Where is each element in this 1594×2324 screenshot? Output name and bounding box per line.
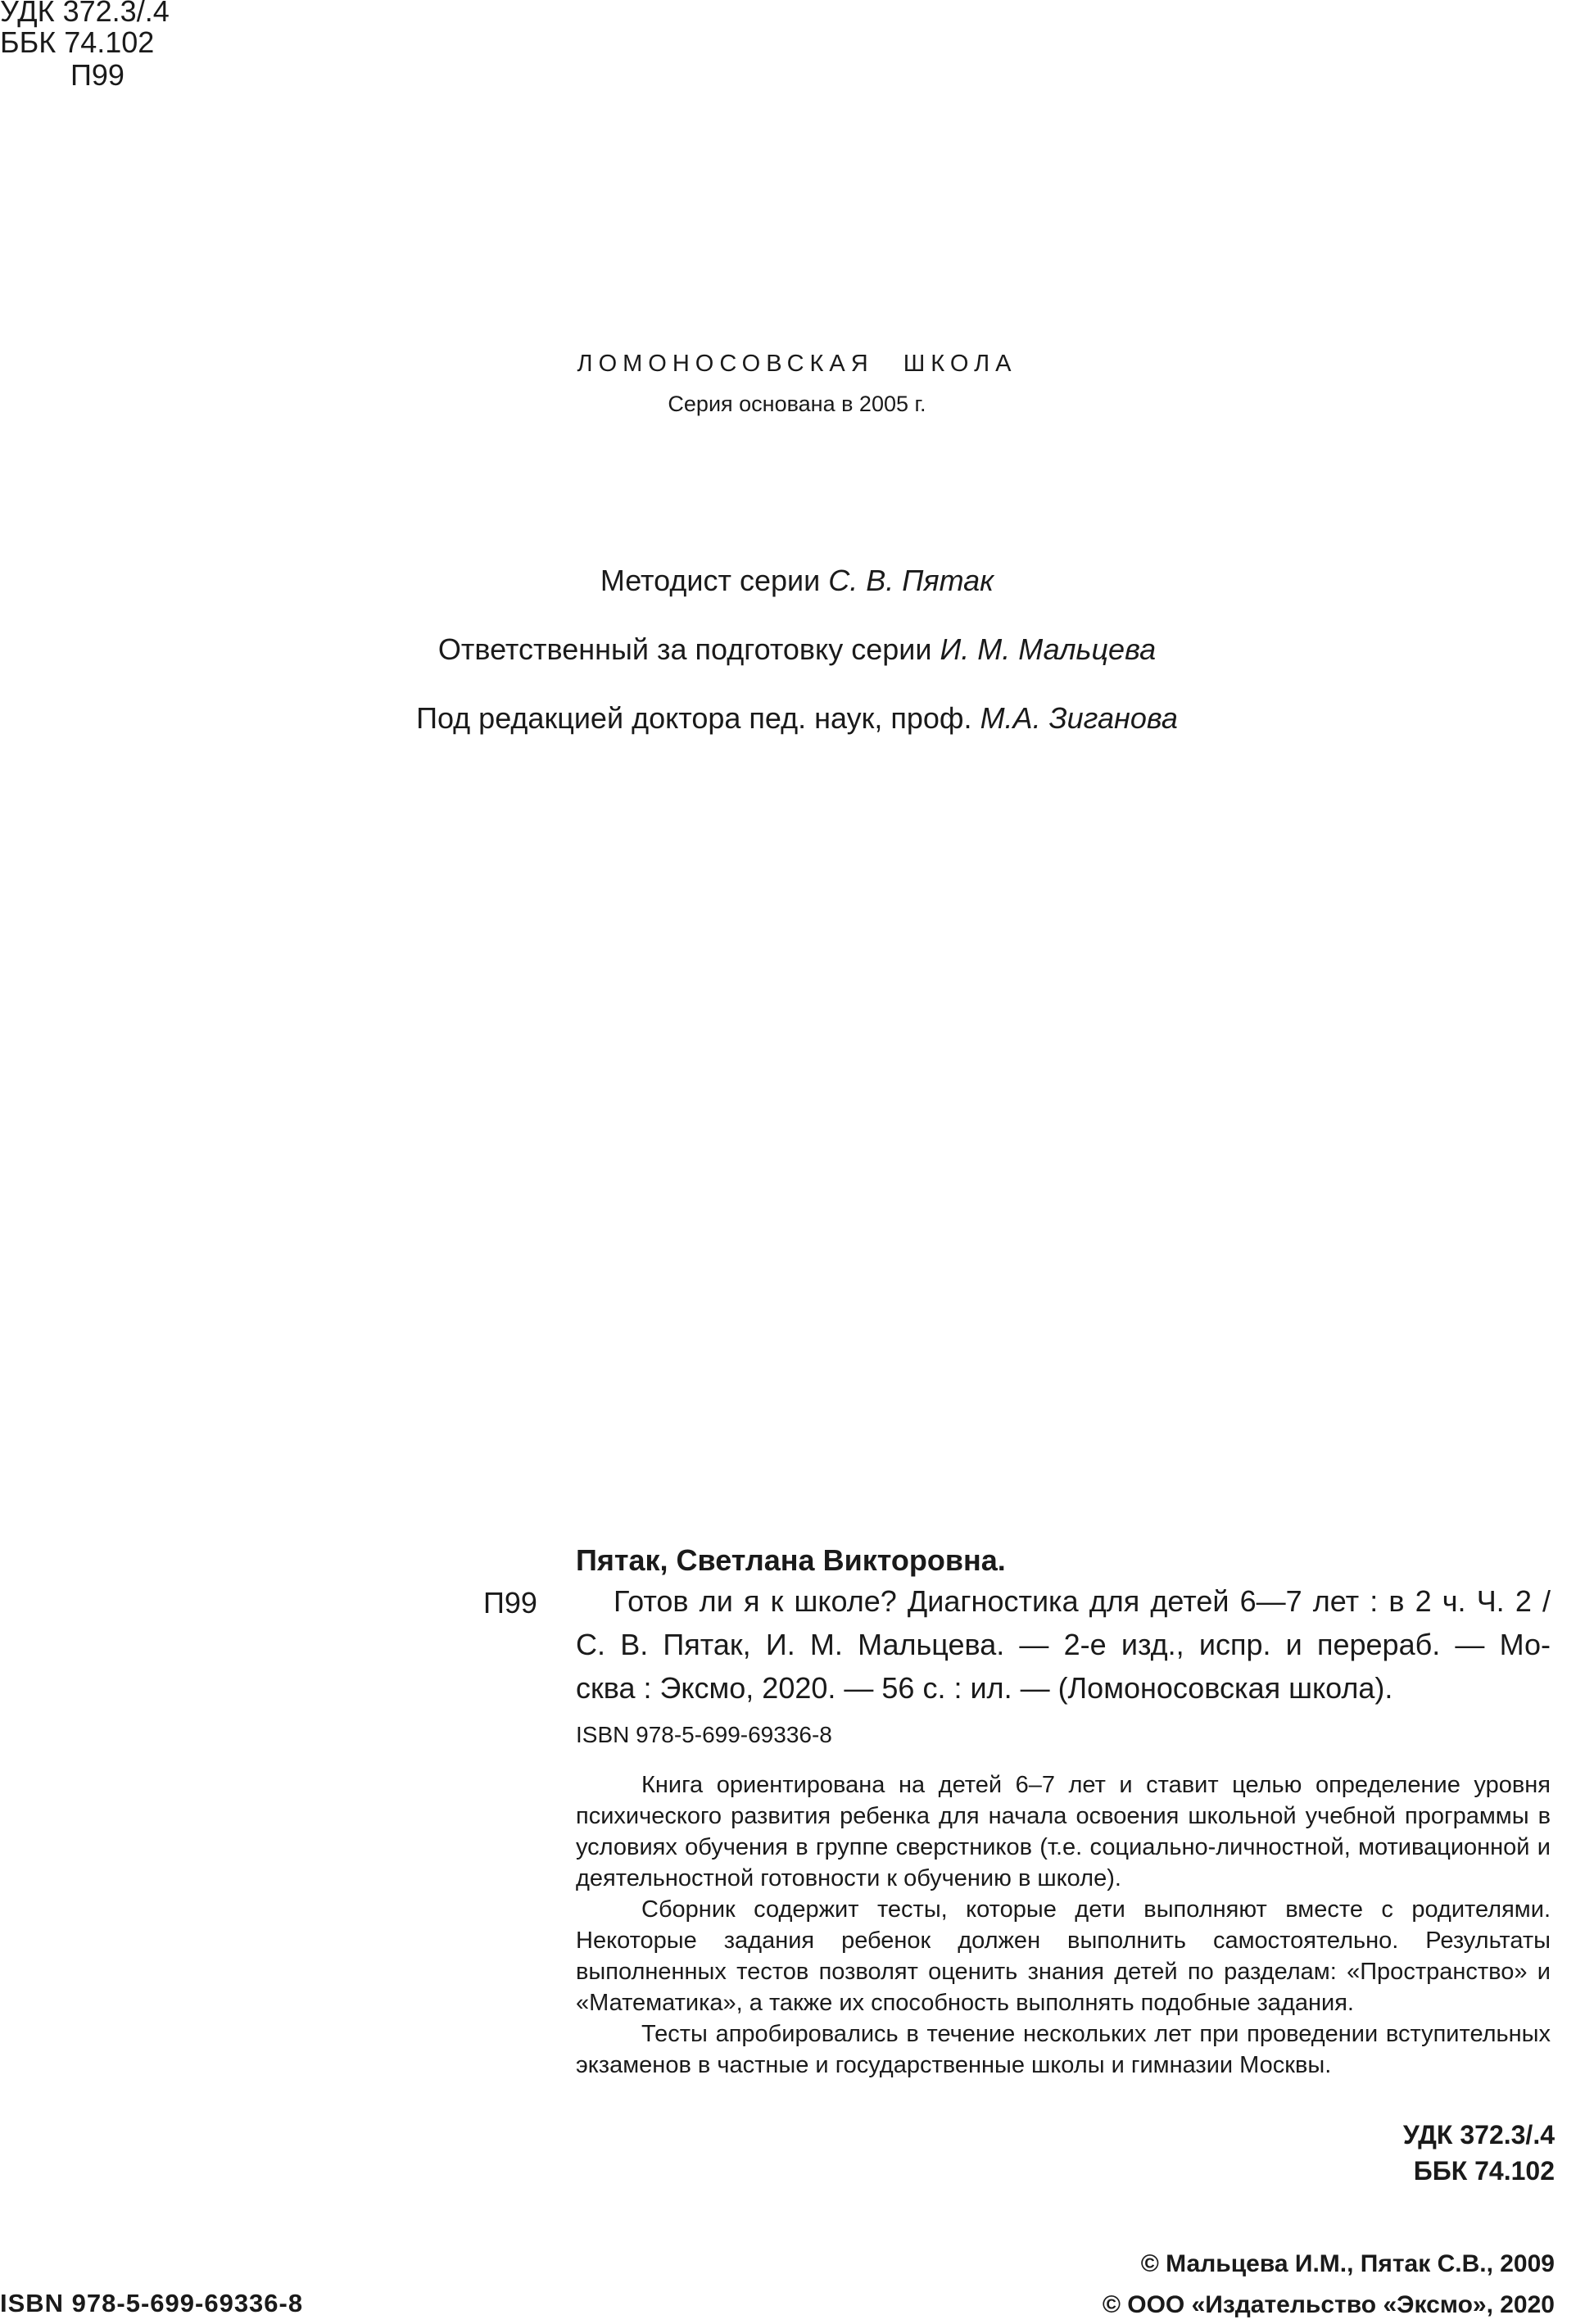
responsible-name: И. М. Мальцева — [940, 632, 1157, 666]
series-name-part1: ЛОМОНОСОВСКАЯ — [577, 351, 874, 377]
biblio-line-1: Готов ли я к школе? Диагностика для детей 6—7 лет : в 2 ч. Ч. 2 / — [614, 1584, 1551, 1618]
responsible-line — [0, 632, 1594, 667]
catalog-abstract — [576, 1769, 1551, 2081]
series-name — [0, 351, 1594, 378]
copyright-publisher: © ООО «Издательство «Эксмо», 2020 — [1102, 2291, 1555, 2318]
abstract-paragraph-3: Тесты апробировались в течение нескольких лет при проведении вступительных экзаменов в частные и государственные школы и гимназии Москвы. — [576, 2021, 1551, 2078]
abstract-paragraph-1: Книга ориентирована на детей 6–7 лет и ставит целью определение уровня психического развития ребенка для начала освоения школьной учебной программы в условиях обучения в группе сверстников (т.е. социально-личностной, мотивационной и деятельностной готовности к обучению в школе). — [576, 1772, 1551, 1891]
biblio-line-2: С. В. Пятак, И. М. Мальцева. — 2-е изд., испр. и перераб. — Мо- — [576, 1628, 1551, 1661]
catalog-isbn: ISBN 978-5-699-69336-8 — [576, 1722, 832, 1747]
catalog-bbk: ББК 74.102 — [1413, 2156, 1555, 2186]
udk-code-top: УДК 372.3/.4 — [0, 0, 170, 28]
responsible-label: Ответственный за подготовку серии — [437, 632, 932, 666]
catalog-bibliographic-description — [576, 1579, 1551, 1710]
editor-name: М.А. Зиганова — [980, 701, 1178, 735]
methodist-line — [0, 564, 1594, 598]
catalog-udk: УДК 372.3/.4 — [1402, 2120, 1555, 2150]
bbk-code-top: ББК 74.102 — [0, 25, 155, 59]
methodist-label: Методист серии — [600, 564, 821, 597]
series-name-part2: ШКОЛА — [903, 351, 1017, 377]
abstract-paragraph-2: Сборник содержит тесты, которые дети выполняют вместе с родителями. Некоторые задания ребенок должен выполнить самостоятельно. Результаты выполненных тестов позволят оценить знания детей по разделам: «Пространство» и «Математика», а также их способность выполнять подобные задания. — [576, 1896, 1551, 2016]
series-founded: Серия основана в 2005 г. — [668, 392, 926, 416]
catalog-author-mark: П99 — [483, 1586, 537, 1620]
methodist-name: С. В. Пятак — [828, 564, 994, 597]
editor-label: Под редакцией доктора пед. наук, проф. — [416, 701, 972, 735]
footer-isbn: ISBN 978-5-699-69336-8 — [0, 2289, 304, 2317]
author-mark-top: П99 — [70, 58, 125, 92]
copyright-authors: © Мальцева И.М., Пятак С.В., 2009 — [1140, 2250, 1555, 2277]
catalog-author: Пятак, Светлана Викторовна. — [576, 1543, 1006, 1577]
biblio-line-3: сква : Эксмо, 2020. — 56 с. : ил. — (Ломоносовская школа). — [576, 1671, 1393, 1705]
editor-line — [0, 701, 1594, 736]
